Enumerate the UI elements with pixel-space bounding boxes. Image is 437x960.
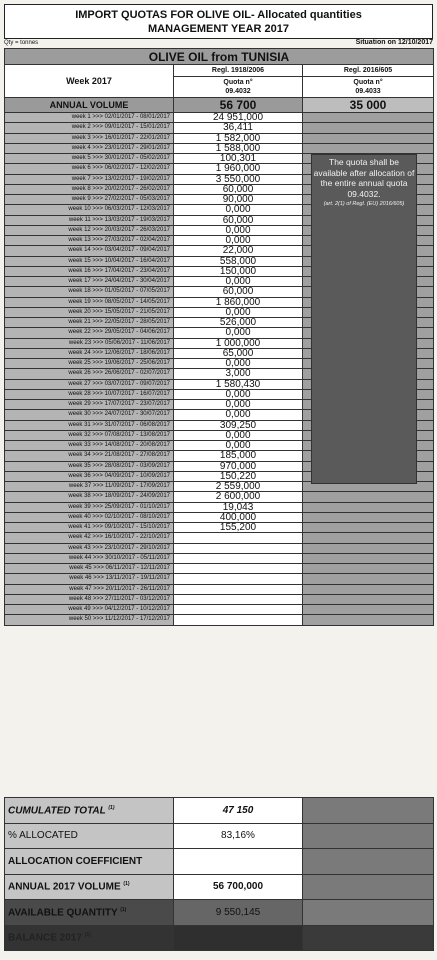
week-label: week 10 >>> 06/03/2017 - 12/03/2017 xyxy=(5,205,174,215)
quota-note xyxy=(311,154,417,484)
week-quantity: 3 550,000 xyxy=(174,174,303,184)
week-quantity xyxy=(174,564,303,574)
footnote-mark: (1) xyxy=(84,932,91,939)
report-title xyxy=(4,4,433,39)
week-quota-2-cell xyxy=(303,143,434,153)
week-quota-2-cell xyxy=(303,543,434,553)
week-quantity xyxy=(174,615,303,625)
week-quantity: 0,000 xyxy=(174,236,303,246)
week-quantity xyxy=(174,594,303,604)
annual-volume-quota-1: 56 700 xyxy=(174,98,303,113)
week-row xyxy=(5,492,434,502)
week-quantity: 150,220 xyxy=(174,471,303,481)
week-quantity: 22,000 xyxy=(174,246,303,256)
week-row xyxy=(5,133,434,143)
week-quota-2-cell xyxy=(303,113,434,123)
week-column-header: Week 2017 xyxy=(5,65,174,98)
allocation-coefficient-label: ALLOCATION COEFFICIENT xyxy=(5,849,174,875)
week-quantity: 100,301 xyxy=(174,154,303,164)
week-label: week 7 >>> 13/02/2017 - 19/02/2017 xyxy=(5,174,174,184)
week-label: week 21 >>> 22/05/2017 - 28/05/2017 xyxy=(5,318,174,328)
week-quantity: 19,043 xyxy=(174,502,303,512)
week-quantity: 60,000 xyxy=(174,287,303,297)
quota-2-label: Quota n° xyxy=(353,79,383,86)
week-quantity: 1 582,000 xyxy=(174,133,303,143)
week-quantity: 0,000 xyxy=(174,277,303,287)
situation-date: Situation on 12/10/2017 xyxy=(355,39,433,46)
quota-1-header xyxy=(174,77,303,98)
week-label: week 1 >>> 02/01/2017 - 08/01/2017 xyxy=(5,113,174,123)
week-quantity: 0,000 xyxy=(174,328,303,338)
week-row xyxy=(5,113,434,123)
week-label: week 8 >>> 20/02/2017 - 26/02/2017 xyxy=(5,184,174,194)
week-quantity: 400,000 xyxy=(174,512,303,522)
week-label: week 16 >>> 17/04/2017 - 23/04/2017 xyxy=(5,266,174,276)
week-label: week 6 >>> 06/02/2017 - 12/02/2017 xyxy=(5,164,174,174)
quota-2-header xyxy=(303,77,434,98)
week-label: week 20 >>> 15/05/2017 - 21/05/2017 xyxy=(5,307,174,317)
week-quantity: 0,000 xyxy=(174,410,303,420)
week-label: week 17 >>> 24/04/2017 - 30/04/2017 xyxy=(5,277,174,287)
week-label: week 12 >>> 20/03/2017 - 26/03/2017 xyxy=(5,225,174,235)
week-label: week 36 >>> 04/09/2017 - 10/09/2017 xyxy=(5,471,174,481)
week-quota-2-cell xyxy=(303,512,434,522)
week-label: week 29 >>> 17/07/2017 - 23/07/2017 xyxy=(5,400,174,410)
week-row xyxy=(5,615,434,625)
regulation-2: Regl. 2016/605 xyxy=(303,65,434,77)
quota-1-number: 09.4032 xyxy=(225,88,251,95)
week-quantity: 36,411 xyxy=(174,123,303,133)
week-quota-2-cell xyxy=(303,564,434,574)
available-quantity-value: 9 550,145 xyxy=(174,900,303,926)
week-quantity: 558,000 xyxy=(174,256,303,266)
week-quantity: 3,000 xyxy=(174,369,303,379)
allocation-coefficient-row xyxy=(5,849,434,875)
balance-value xyxy=(174,925,303,951)
annual-2017-volume-label: ANNUAL 2017 VOLUME xyxy=(8,881,121,893)
week-row xyxy=(5,523,434,533)
annual-2017-volume-label-cell xyxy=(5,874,174,900)
week-label: week 4 >>> 23/01/2017 - 29/01/2017 xyxy=(5,143,174,153)
week-quantity: 1 860,000 xyxy=(174,297,303,307)
available-quantity-row xyxy=(5,900,434,926)
annual-volume-label: ANNUAL VOLUME xyxy=(5,98,174,113)
annual-2017-volume-row xyxy=(5,874,434,900)
week-label: week 33 >>> 14/08/2017 - 20/08/2017 xyxy=(5,441,174,451)
week-label: week 30 >>> 24/07/2017 - 30/07/2017 xyxy=(5,410,174,420)
week-quota-2-cell xyxy=(303,533,434,543)
week-quota-2-cell xyxy=(303,133,434,143)
cumulated-total-label-cell xyxy=(5,798,174,824)
week-label: week 27 >>> 03/07/2017 - 09/07/2017 xyxy=(5,379,174,389)
week-quantity: 1 960,000 xyxy=(174,164,303,174)
week-quantity: 1 580,430 xyxy=(174,379,303,389)
available-quantity-quota-2 xyxy=(303,900,434,926)
week-label: week 41 >>> 09/10/2017 - 15/10/2017 xyxy=(5,523,174,533)
week-quantity: 60,000 xyxy=(174,215,303,225)
week-label: week 15 >>> 10/04/2017 - 16/04/2017 xyxy=(5,256,174,266)
header-row-reg xyxy=(5,65,434,77)
allocation-coefficient-quota-2 xyxy=(303,849,434,875)
percent-allocated-row xyxy=(5,823,434,849)
week-row xyxy=(5,512,434,522)
week-row xyxy=(5,574,434,584)
week-quantity: 150,000 xyxy=(174,266,303,276)
week-label: week 5 >>> 30/01/2017 - 05/02/2017 xyxy=(5,154,174,164)
week-quantity: 0,000 xyxy=(174,205,303,215)
balance-row xyxy=(5,925,434,951)
balance-label-cell xyxy=(5,925,174,951)
week-quantity: 185,000 xyxy=(174,451,303,461)
week-label: week 24 >>> 12/06/2017 - 18/06/2017 xyxy=(5,348,174,358)
annual-2017-volume-quota-2 xyxy=(303,874,434,900)
week-label: week 19 >>> 08/05/2017 - 14/05/2017 xyxy=(5,297,174,307)
week-label: week 25 >>> 19/06/2017 - 25/06/2017 xyxy=(5,359,174,369)
quota-note-text: The quota shall be available after allocation of the entire annual quota 09.4032. xyxy=(313,157,415,199)
week-row xyxy=(5,533,434,543)
week-quantity: 24 951,000 xyxy=(174,113,303,123)
week-label: week 44 >>> 30/10/2017 - 05/11/2017 xyxy=(5,553,174,563)
week-label: week 50 >>> 11/12/2017 - 17/12/2017 xyxy=(5,615,174,625)
footnote-mark: (1) xyxy=(108,804,115,811)
week-row xyxy=(5,605,434,615)
week-quantity xyxy=(174,553,303,563)
title-line-1: IMPORT QUOTAS FOR OLIVE OIL- Allocated quantities xyxy=(75,9,362,21)
footnote-mark: (1) xyxy=(120,906,127,913)
week-quota-2-cell xyxy=(303,584,434,594)
week-quantity: 0,000 xyxy=(174,359,303,369)
week-quota-2-cell xyxy=(303,605,434,615)
annual-volume-row xyxy=(5,98,434,113)
week-label: week 46 >>> 13/11/2017 - 19/11/2017 xyxy=(5,574,174,584)
week-quota-2-cell xyxy=(303,553,434,563)
week-quantity: 60,000 xyxy=(174,184,303,194)
week-label: week 48 >>> 27/11/2017 - 03/12/2017 xyxy=(5,594,174,604)
week-row xyxy=(5,564,434,574)
week-row xyxy=(5,502,434,512)
week-quantity: 970,000 xyxy=(174,461,303,471)
week-quantity: 309,250 xyxy=(174,420,303,430)
week-quantity: 0,000 xyxy=(174,307,303,317)
meta-row xyxy=(4,39,433,48)
week-quantity: 2 600,000 xyxy=(174,492,303,502)
week-label: week 23 >>> 05/06/2017 - 11/06/2017 xyxy=(5,338,174,348)
week-label: week 26 >>> 26/06/2017 - 02/07/2017 xyxy=(5,369,174,379)
week-quantity: 0,000 xyxy=(174,389,303,399)
balance-quota-2 xyxy=(303,925,434,951)
cumulated-total-quota-2 xyxy=(303,798,434,824)
cumulated-total-row xyxy=(5,798,434,824)
annual-volume-quota-2: 35 000 xyxy=(303,98,434,113)
week-label: week 13 >>> 27/03/2017 - 02/04/2017 xyxy=(5,236,174,246)
week-label: week 39 >>> 25/09/2017 - 01/10/2017 xyxy=(5,502,174,512)
week-label: week 28 >>> 10/07/2017 - 16/07/2017 xyxy=(5,389,174,399)
available-quantity-label-cell xyxy=(5,900,174,926)
week-label: week 45 >>> 06/11/2017 - 12/11/2017 xyxy=(5,564,174,574)
origin-row xyxy=(5,49,434,65)
week-quota-2-cell xyxy=(303,594,434,604)
balance-label: BALANCE 2017 xyxy=(8,932,82,944)
week-label: week 2 >>> 09/01/2017 - 15/01/2017 xyxy=(5,123,174,133)
week-row xyxy=(5,123,434,133)
week-label: week 37 >>> 11/09/2017 - 17/09/2017 xyxy=(5,482,174,492)
percent-allocated-value: 83,16% xyxy=(174,823,303,849)
week-row xyxy=(5,584,434,594)
week-label: week 38 >>> 18/09/2017 - 24/09/2017 xyxy=(5,492,174,502)
percent-allocated-label: % ALLOCATED xyxy=(5,823,174,849)
week-label: week 14 >>> 03/04/2017 - 09/04/2017 xyxy=(5,246,174,256)
origin-label: OLIVE OIL from TUNISIA xyxy=(5,49,434,65)
week-quantity: 1 588,000 xyxy=(174,143,303,153)
week-label: week 9 >>> 27/02/2017 - 05/03/2017 xyxy=(5,195,174,205)
week-quantity: 526,000 xyxy=(174,318,303,328)
week-quota-2-cell xyxy=(303,615,434,625)
annual-2017-volume-value: 56 700,000 xyxy=(174,874,303,900)
week-label: week 47 >>> 20/11/2017 - 26/11/2017 xyxy=(5,584,174,594)
week-label: week 35 >>> 28/08/2017 - 03/09/2017 xyxy=(5,461,174,471)
quota-note-reference: (art. 2(1) of Regl. (EU) 2016/605) xyxy=(323,201,405,207)
week-quantity: 0,000 xyxy=(174,430,303,440)
cumulated-total-value: 47 150 xyxy=(174,798,303,824)
week-quota-2-cell xyxy=(303,123,434,133)
week-quota-2-cell xyxy=(303,502,434,512)
week-quantity xyxy=(174,533,303,543)
unit-note: Qty = tonnes xyxy=(4,40,39,46)
available-quantity-label: AVAILABLE QUANTITY xyxy=(8,906,118,918)
week-quantity: 2 559,000 xyxy=(174,482,303,492)
week-label: week 43 >>> 23/10/2017 - 29/10/2017 xyxy=(5,543,174,553)
week-quantity: 0,000 xyxy=(174,225,303,235)
footnote-mark: (1) xyxy=(123,881,130,888)
allocation-coefficient-value xyxy=(174,849,303,875)
regulation-1: Regl. 1918/2006 xyxy=(174,65,303,77)
week-label: week 3 >>> 16/01/2017 - 22/01/2017 xyxy=(5,133,174,143)
week-quantity xyxy=(174,574,303,584)
week-quantity: 1 000,000 xyxy=(174,338,303,348)
week-quantity xyxy=(174,584,303,594)
cumulated-total-label: CUMULATED TOTAL xyxy=(8,804,106,816)
week-quota-2-cell xyxy=(303,574,434,584)
week-quantity: 0,000 xyxy=(174,400,303,410)
week-quantity: 90,000 xyxy=(174,195,303,205)
week-label: week 32 >>> 07/08/2017 - 13/08/2017 xyxy=(5,430,174,440)
week-quantity xyxy=(174,605,303,615)
week-row xyxy=(5,594,434,604)
week-label: week 31 >>> 31/07/2017 - 06/08/2017 xyxy=(5,420,174,430)
title-line-2: MANAGEMENT YEAR 2017 xyxy=(148,23,289,35)
week-quota-2-cell xyxy=(303,523,434,533)
quota-2-number: 09.4033 xyxy=(355,88,381,95)
week-row xyxy=(5,543,434,553)
week-label: week 42 >>> 16/10/2017 - 22/10/2017 xyxy=(5,533,174,543)
week-row xyxy=(5,553,434,563)
week-label: week 34 >>> 21/08/2017 - 27/08/2017 xyxy=(5,451,174,461)
week-label: week 11 >>> 13/03/2017 - 19/03/2017 xyxy=(5,215,174,225)
week-label: week 40 >>> 02/10/2017 - 08/10/2017 xyxy=(5,512,174,522)
week-label: week 22 >>> 29/05/2017 - 04/06/2017 xyxy=(5,328,174,338)
percent-allocated-quota-2 xyxy=(303,823,434,849)
week-label: week 49 >>> 04/12/2017 - 10/12/2017 xyxy=(5,605,174,615)
week-row xyxy=(5,143,434,153)
week-quantity xyxy=(174,543,303,553)
week-label: week 18 >>> 01/05/2017 - 07/05/2017 xyxy=(5,287,174,297)
week-quota-2-cell xyxy=(303,492,434,502)
week-quantity: 155,200 xyxy=(174,523,303,533)
week-quantity: 0,000 xyxy=(174,441,303,451)
quota-1-label: Quota n° xyxy=(223,79,253,86)
summary-table xyxy=(4,797,434,951)
week-quantity: 65,000 xyxy=(174,348,303,358)
